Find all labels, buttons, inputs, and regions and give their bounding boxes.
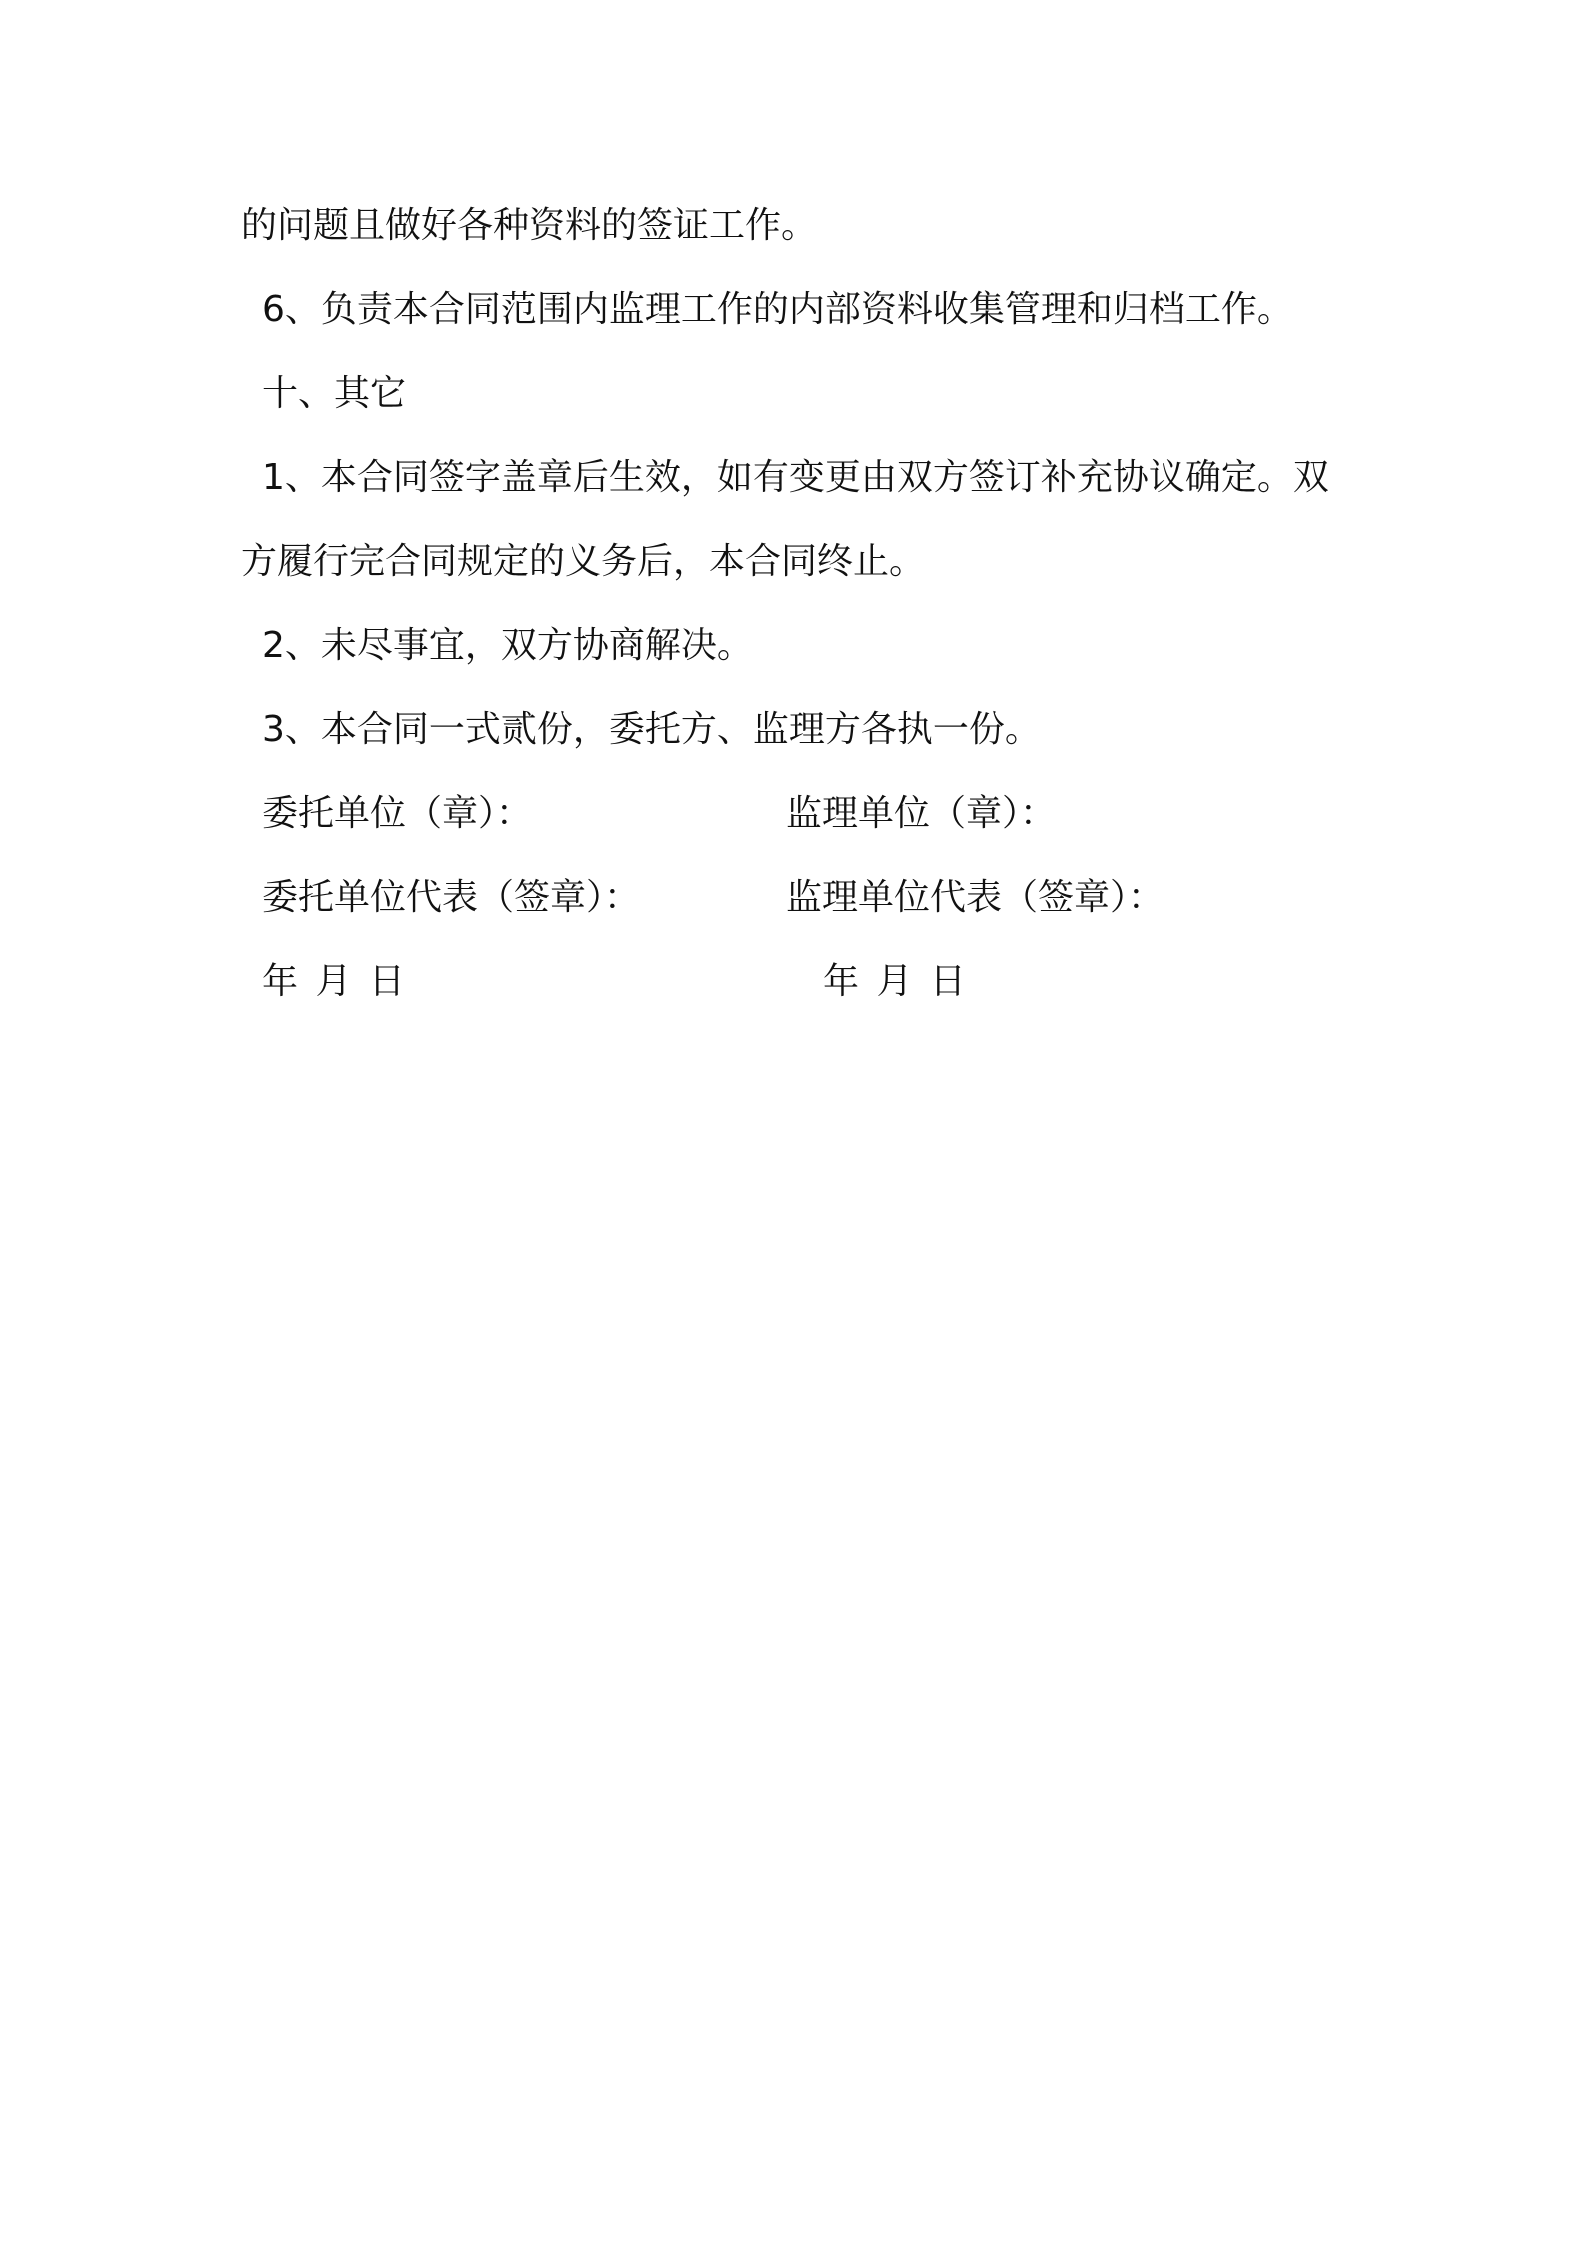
client-unit-seal-label: 委托单位（章）： (262, 793, 533, 834)
clause-6: 6、负责本合同范围内监理工作的内部资料收集管理和归档工作。 (262, 289, 1293, 330)
clause-2: 2、未尽事宜，双方协商解决。 (262, 625, 753, 666)
supervisor-unit-seal-label: 监理单位（章）： (786, 793, 1057, 834)
clause-1-line-2: 方履行完合同规定的义务后，本合同终止。 (241, 541, 926, 582)
paragraph-continuation: 的问题且做好各种资料的签证工作。 (241, 205, 818, 246)
supervisor-date-label: 年 月 日 (823, 961, 966, 1002)
client-representative-signature-label: 委托单位代表（签章）： (262, 877, 641, 918)
clause-1-line-1: 1、本合同签字盖章后生效，如有变更由双方签订补充协议确定。双 (262, 457, 1329, 498)
supervisor-representative-signature-label: 监理单位代表（签章）： (786, 877, 1165, 918)
clause-3: 3、本合同一式贰份，委托方、监理方各执一份。 (262, 709, 1041, 750)
client-date-label: 年 月 日 (262, 961, 405, 1002)
section-heading-others: 十、其它 (262, 373, 407, 414)
